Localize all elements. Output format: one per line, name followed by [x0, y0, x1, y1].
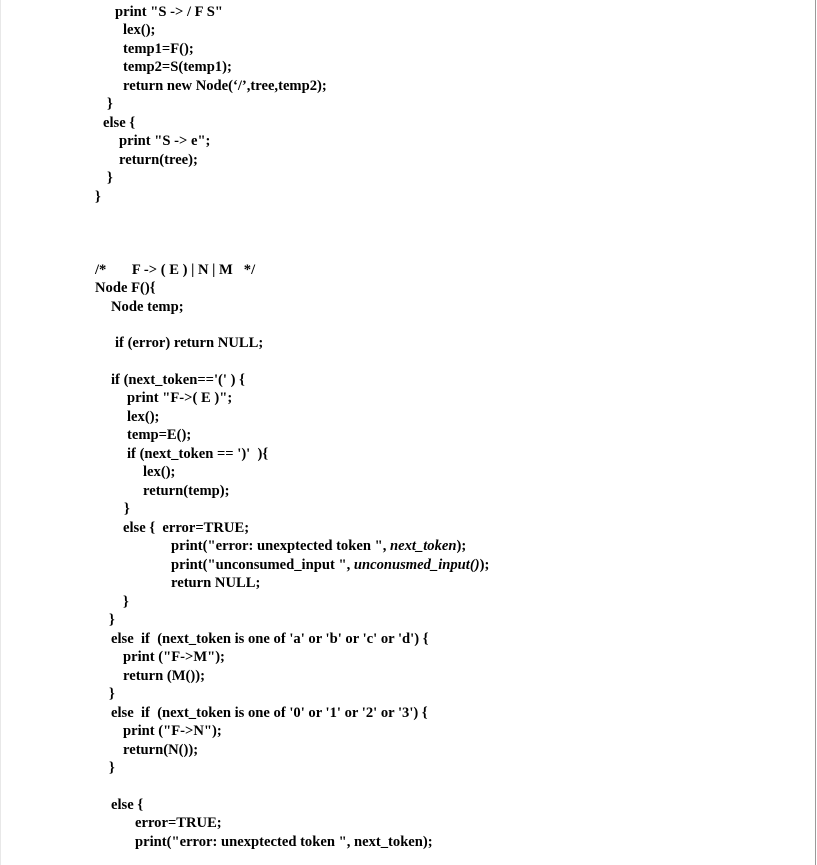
- code-line: else {: [103, 115, 136, 131]
- code-line: }: [123, 594, 129, 610]
- code-segment-italic: unconusmed_input(): [353, 557, 480, 573]
- code-line: }: [95, 189, 101, 205]
- code-line: return(tree);: [119, 152, 198, 168]
- code-segment: );: [456, 538, 467, 554]
- code-line: print "S -> / F S": [115, 4, 223, 20]
- page-right-edge: [815, 0, 816, 865]
- code-line: return NULL;: [171, 575, 261, 591]
- code-line: return(temp);: [143, 483, 230, 499]
- code-line: lex();: [143, 464, 176, 480]
- code-line: print ("F->M");: [123, 649, 225, 665]
- code-line: if (error) return NULL;: [115, 335, 264, 351]
- code-line: else if (next_token is one of 'a' or 'b' or 'c' or 'd') {: [111, 631, 429, 647]
- code-line: if (next_token=='(' ) {: [111, 372, 245, 388]
- code-line: temp=E();: [127, 427, 192, 443]
- code-line: }: [109, 686, 115, 702]
- code-line: lex();: [127, 409, 160, 425]
- code-line: }: [107, 96, 113, 112]
- code-segment: print("unconsumed_input ",: [171, 557, 354, 573]
- code-line: lex();: [123, 22, 156, 38]
- code-line: return (M());: [123, 668, 205, 684]
- code-line: Node F(){: [95, 280, 156, 296]
- code-line: temp1=F();: [123, 41, 194, 57]
- page-left-edge: [0, 0, 1, 865]
- code-line: print("error: unexptected token ", next_token);: [135, 834, 433, 850]
- code-line: else {: [111, 797, 144, 813]
- code-segment: print("error: unexptected token ",: [171, 538, 390, 554]
- code-line: else if (next_token is one of '0' or '1' or '2' or '3') {: [111, 705, 428, 721]
- code-line: }: [109, 760, 115, 776]
- code-line: }: [109, 612, 115, 628]
- code-line: }: [107, 170, 113, 186]
- code-line: return(N());: [123, 742, 199, 758]
- code-line: if (next_token == ')' ){: [127, 446, 269, 462]
- code-line: return new Node(‘/’,tree,temp2);: [123, 78, 327, 94]
- code-line: print "F->( E )";: [127, 390, 233, 406]
- code-line: [171, 537, 466, 555]
- code-line: print "S -> e";: [119, 133, 211, 149]
- code-line: error=TRUE;: [135, 815, 222, 831]
- code-line: [171, 556, 489, 574]
- code-line: Node temp;: [111, 299, 184, 315]
- code-segment: );: [479, 557, 490, 573]
- code-line: temp2=S(temp1);: [123, 59, 232, 75]
- code-segment-italic: next_token: [390, 538, 457, 554]
- code-line: print ("F->N");: [123, 723, 222, 739]
- code-comment: /* F -> ( E ) | N | M */: [95, 262, 256, 278]
- code-line: else { error=TRUE;: [123, 520, 250, 536]
- code-line: }: [124, 501, 130, 517]
